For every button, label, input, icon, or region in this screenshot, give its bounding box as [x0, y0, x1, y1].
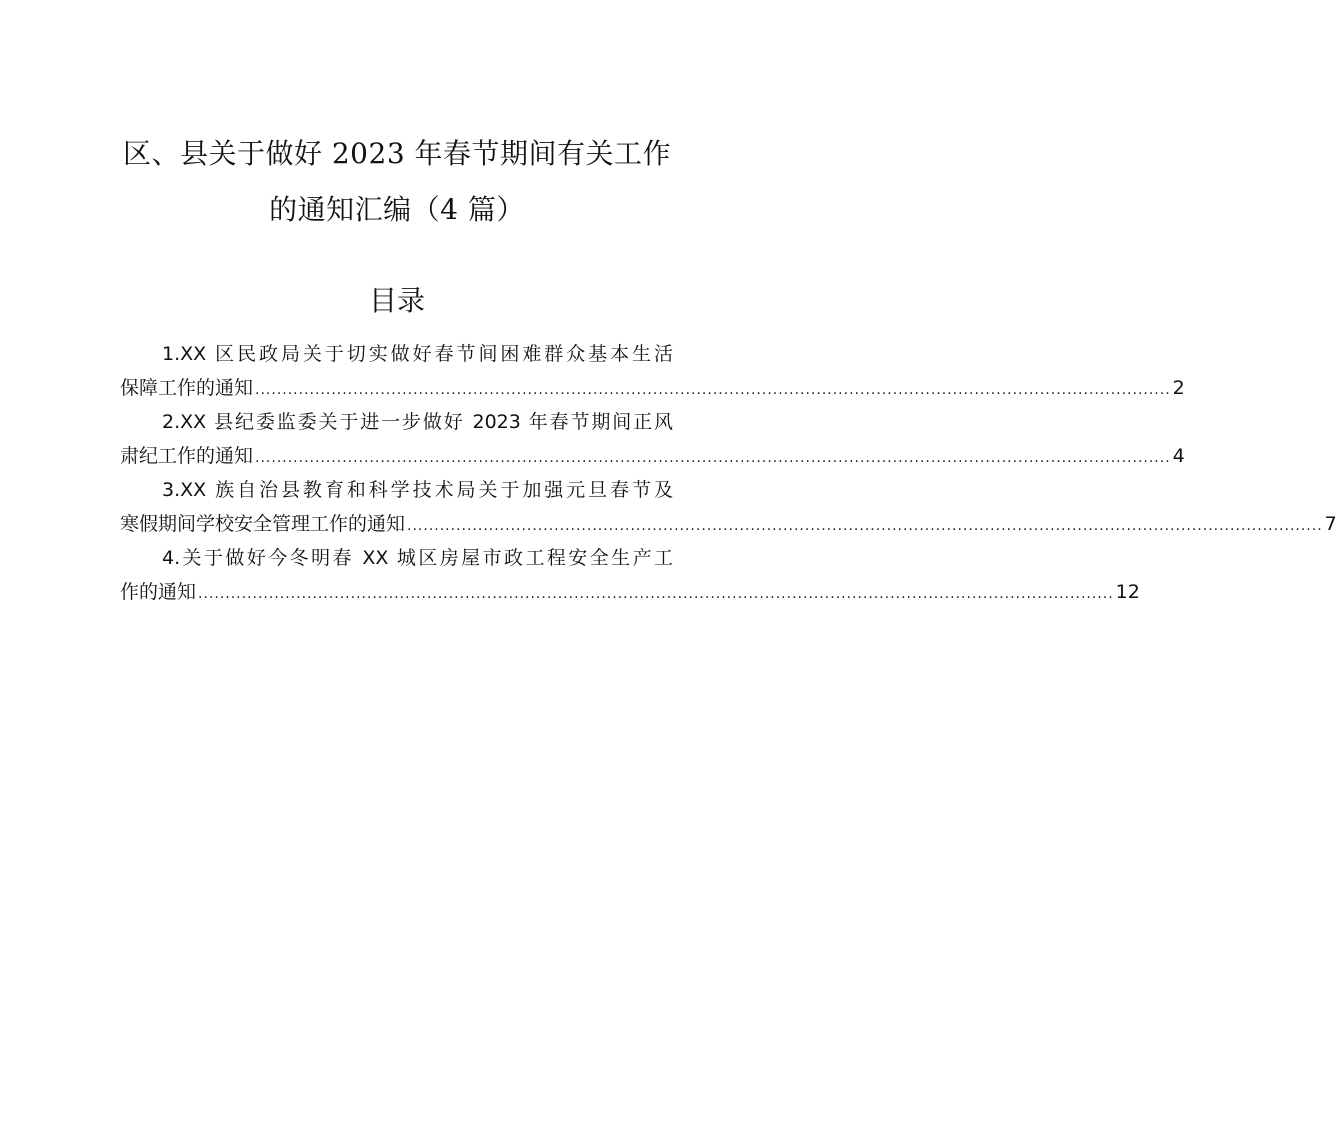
- toc-entry-title-line-2: 肃纪工作的通知: [120, 445, 254, 467]
- toc-page-number: 12: [1115, 581, 1140, 603]
- toc-page-number: 4: [1172, 445, 1185, 467]
- toc-entry-3[interactable]: [120, 473, 1337, 541]
- dot-leader: ........................................................................................................................................................................: [255, 450, 1171, 466]
- toc-page-number: 7: [1324, 513, 1337, 535]
- toc-entry-title-line-1: 4.关于做好今冬明春 XX 城区房屋市政工程安全生产工: [162, 547, 673, 569]
- toc-entry-2[interactable]: [120, 405, 1185, 473]
- toc-entry-title-line-1: 1.XX 区民政局关于切实做好春节间困难群众基本生活: [162, 343, 673, 365]
- dot-leader: ........................................................................................................................................................................: [255, 382, 1171, 398]
- toc-entry-title-line-2: 寒假期间学校安全管理工作的通知: [120, 513, 406, 535]
- toc-heading: 目录: [368, 284, 425, 317]
- document-title-line-1: 区、县关于做好 2023 年春节期间有关工作: [122, 137, 672, 170]
- toc-entry-title-line-2: 保障工作的通知: [120, 377, 254, 399]
- toc-entry-4[interactable]: [120, 541, 1140, 609]
- toc-entry-title-line-1: 2.XX 县纪委监委关于进一步做好 2023 年春节期间正风: [162, 411, 673, 433]
- dot-leader: ........................................................................................................................................................................: [198, 586, 1114, 602]
- toc-entry-1[interactable]: [120, 337, 1185, 405]
- document-title-line-2: 的通知汇编（4 篇）: [269, 193, 525, 226]
- toc-entry-title-line-2: 作的通知: [120, 581, 197, 603]
- dot-leader: ........................................................................................................................................................................: [407, 518, 1323, 534]
- table-of-contents: [120, 337, 1337, 609]
- toc-page-number: 2: [1172, 377, 1185, 399]
- toc-entry-title-line-1: 3.XX 族自治县教育和科学技术局关于加强元旦春节及: [162, 479, 673, 501]
